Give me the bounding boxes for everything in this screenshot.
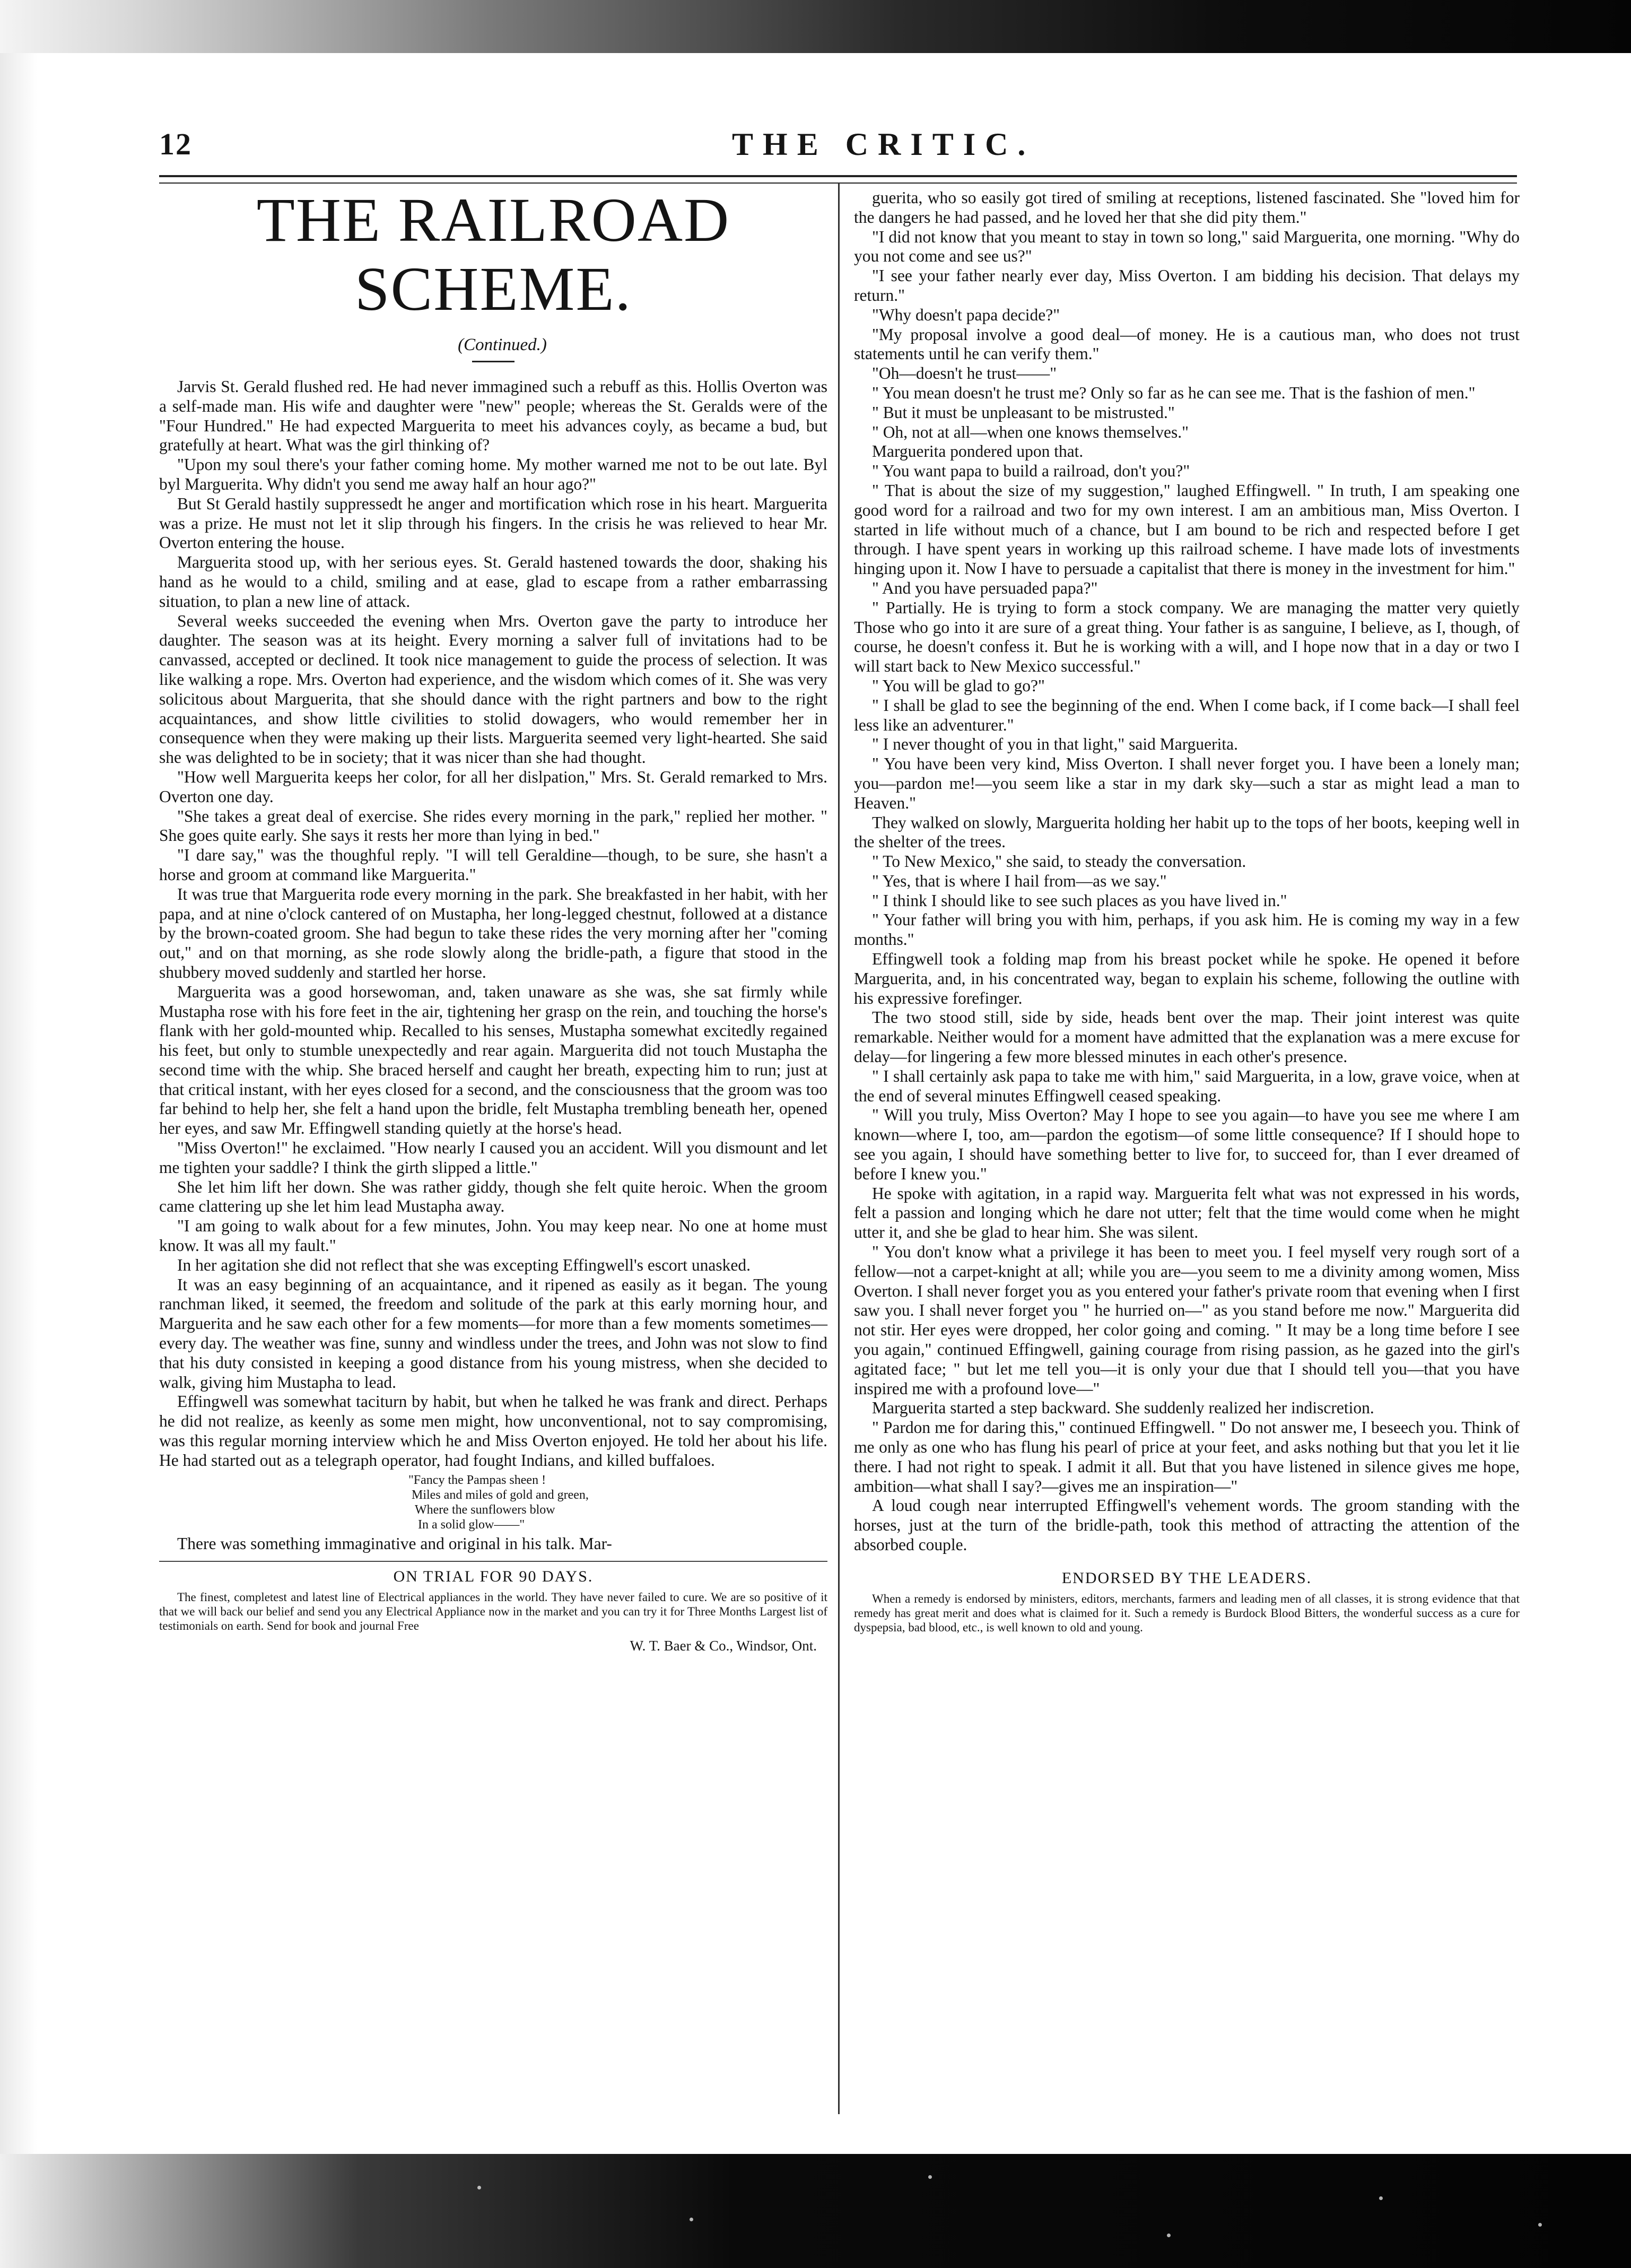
poem-line: Where the sunflowers blow [415, 1502, 555, 1517]
article-paragraph: "Miss Overton!" he exclaimed. "How nearly I caused you an accident. Will you dismount and let me tighten your saddle? I think the girth slipped a little." [159, 1139, 827, 1177]
article-paragraph: "I dare say," was the thoughful reply. "I will tell Geraldine—though, to be sure, she hasn't a horse and groom at command like Marguerita." [159, 846, 827, 884]
article-paragraph: " I shall certainly ask papa to take me with him," said Marguerita, in a low, grave voice, when at the end of several minutes Effingwell ceased speaking. [854, 1066, 1520, 1105]
poem-line: "Fancy the Pampas sheen ! [408, 1473, 546, 1487]
ad-body-trial: The finest, completest and latest line of Electrical appliances in the world. They have never failed to cure. We are so positive of it that we will back our belief and send you any Electrical Appliance now in the market and you can try it for Three Months Largest list of testimonials on earth. Send for book and journal Free [159, 1591, 827, 1633]
article-paragraph: " You mean doesn't he trust me? Only so far as he can see me. That is the fashion of men." [872, 383, 1476, 402]
article-paragraph: He spoke with agitation, in a rapid way. Marguerita felt what was not expressed in his words, felt a passion and longing which he dare not utter; felt that the time would come when he might utter it, and she be glad to hear him. She was silent. [854, 1184, 1520, 1242]
article-paragraph: " I shall be glad to see the beginning of the end. When I come back, if I come back—I shall feel less like an adventurer." [854, 696, 1520, 734]
article-paragraph: Marguerita pondered upon that. [872, 442, 1084, 461]
scan-edge-top [0, 0, 1631, 53]
poem-line: In a solid glow——" [418, 1517, 525, 1532]
article-paragraph: " Your father will bring you with him, perhaps, if you ask him. He is coming my way in a few months." [854, 910, 1520, 949]
article-paragraph: " You want papa to build a railroad, don't you?" [872, 462, 1190, 481]
right-paragraphs [854, 188, 1520, 1555]
article-paragraph: "How well Marguerita keeps her color, for all her dislpation," Mrs. St. Gerald remarked to Mrs. Overton one day. [159, 767, 827, 806]
article-paragraph: They walked on slowly, Marguerita holding her habit up to the tops of her boots, keeping well in the shelter of the trees. [854, 813, 1520, 851]
scan-edge-bottom [0, 2154, 1631, 2268]
ad-rule [159, 1561, 827, 1562]
header-rule [159, 175, 1517, 184]
article-paragraph: guerita, who so easily got tired of smiling at receptions, listened fascinated. She "loved him for the dangers he had passed, and he loved her that she did pity them." [854, 188, 1520, 227]
article-paragraph: "My proposal involve a good deal—of money. He is a cautious man, who does not trust statements until he can verify them." [854, 325, 1520, 363]
article-paragraph: " Oh, not at all—when one knows themselves." [872, 422, 1189, 441]
article-paragraph: Marguerita was a good horsewoman, and, taken unaware as she was, she sat firmly while Mustapha rose with his fore feet in the air, tightening her grasp on the rein, and touching the horse's flank with her gold-mounted whip. Recalled to his senses, Mustapha somewhat excitedly regained his feet, but only to stumble unexpectedly and rear again. Marguerita did not touch Mustapha the second time with the whip. She braced herself and caught her breath, expecting him to run; just at that critical instant, with her eyes closed for a second, and the consciousness that the groom was too far behind to help her, she felt a hand upon the bridle, felt Mustapha trembling beneath her, opened her eyes, and saw Mr. Effingwell standing quietly at the horse's head. [159, 982, 827, 1138]
article-paragraph: Several weeks succeeded the evening when Mrs. Overton gave the party to introduce her daughter. The season was at its height. Every morning a salver full of invitations had to be canvassed, accepted or declined. It took nice management to guide the process of selection. It was like walking a rope. Mrs. Overton had experience, and the wisdom which comes of it. She was very solicitous about Marguerita, that she should dance with the right partners and bow to the right acquaintances, and show little civilities to stolid dowagers, who would remember her in consequence when they were making up their lists. Marguerita seemed very light-hearted. She said she was delighted to be in society; that it was nicer than she had thought. [159, 611, 827, 767]
article-paragraph: " But it must be unpleasant to be mistrusted." [872, 403, 1175, 422]
article-paragraph: "Oh—doesn't he trust——" [872, 364, 1057, 383]
article-paragraph: Effingwell took a folding map from his breast pocket while he spoke. He opened it before Marguerita, and, in his concentrated way, began to explain his scheme, following the outline with his expressive forefinger. [854, 950, 1520, 1007]
article-paragraph: "I see your father nearly ever day, Miss Overton. I am bidding his decision. That delays my return." [854, 266, 1520, 305]
ad-signature: W. T. Baer & Co., Windsor, Ont. [630, 1638, 817, 1654]
article-paragraph: Marguerita started a step backward. She suddenly realized her indiscretion. [872, 1398, 1374, 1418]
left-paragraphs [159, 377, 827, 1471]
page-number: 12 [159, 127, 192, 161]
article-paragraph: " I think I should like to see such places as you have lived in." [872, 891, 1287, 910]
article-paragraph: Effingwell was somewhat taciturn by habit, but when he talked he was frank and direct. Perhaps he did not realize, as keenly as some men might, how unconventional, not to say compromising, was this regular morning interview which he and Miss Overton enjoyed. He told her about his life. He had started out as a telegraph operator, had fought Indians, and killed buffaloes. [159, 1392, 827, 1470]
page-header [159, 126, 1517, 163]
article-paragraph: It was true that Marguerita rode every morning in the park. She breakfasted in her habit, with her papa, and at nine o'clock cantered of on Mustapha, her long-legged chestnut, followed at a distance by the brown-coated groom. She had begun to take these rides the very morning after her "coming out," and on that morning, as she rode slowly along the bridle-path, a figure that stood in the shubbery moved suddenly and startled her horse. [159, 884, 827, 981]
article-paragraph: In her agitation she did not reflect that she was excepting Effingwell's escort unasked. [177, 1255, 751, 1274]
left-column [159, 186, 827, 1656]
article-paragraph: " That is about the size of my suggestion," laughed Effingwell. " In truth, I am speaking one good word for a railroad and two for my own interest. I am an ambitious man, Miss Overton. I started in life without much of a chance, but I am bound to be rich and respected before I get through. I have spent years in working up this railroad scheme. I have made lots of investments hinging upon it. Now I have to persuade a capitalist that there is money in the investment for him." [854, 481, 1520, 578]
article-paragraph: But St Gerald hastily suppressedt he anger and mortification which rose in his heart. Marguerita was a prize. He must not let it slip through his fingers. In the crisis he was relieved to hear Mr. Overton entering the house. [159, 494, 827, 552]
article-paragraph: "I am going to walk about for a few minutes, John. You may keep near. No one at home must know. It was all my fault." [159, 1216, 827, 1255]
article-paragraph: "I did not know that you meant to stay in town so long," said Marguerita, one morning. "Why do you not come and see us?" [854, 227, 1520, 266]
article-paragraph: " I never thought of you in that light," said Marguerita. [872, 735, 1238, 754]
article-paragraph: " Pardon me for daring this," continued Effingwell. " Do not answer me, I beseech you. Think of me only as one who has flung his pearl of price at your feet, and asks nothing but that you let it lie there. I had not right to speak. I admit it all. But that you have listened in silence gives me hope, ambition—what shall I say?—gives me an inspiration—" [854, 1418, 1520, 1496]
article-title: THE RAILROAD SCHEME. [256, 185, 730, 324]
ad-body-endorsed: When a remedy is endorsed by ministers, editors, merchants, farmers and leading men of all classes, it is strong evidence that that remedy has great merit and does what is claimed for it. Such a remedy is Burdock Blood Bitters, the wonderful success as a cure for dyspepsia, bad blood, etc., is well known to old and young. [854, 1592, 1520, 1634]
article-paragraph: " Partially. He is trying to form a stock company. We are managing the matter very quietly Those who go into it are sure of a great thing. Your father is as sanguine, I believe, as I, though, of course, he doesn't confess it. But he is working with a will, and I hope now that in a day or two I will start back to New Mexico successful." [854, 598, 1520, 676]
article-paragraph: Jarvis St. Gerald flushed red. He had never immagined such a rebuff as this. Hollis Overton was a self-made man. His wife and daughter were "new" people; whereas the St. Geralds were of the "Four Hundred." He had expected Marguerita to meet his advances coyly, as became a bud, but gratefully at heart. What was the girl thinking of? [159, 377, 827, 455]
article-paragraph: Marguerita stood up, with her serious eyes. St. Gerald hastened towards the door, shaking his hand as he would to a child, smiling and at ease, glad to escape from a rather embarrassing situation, to plan a new line of attack. [159, 553, 827, 611]
poem-line: Miles and miles of gold and green, [412, 1488, 589, 1502]
article-paragraph: " You don't know what a privilege it has been to meet you. I feel myself very rough sort of a fellow—not a carpet-knight at all; while you are—you seem to me a divinity among women, Miss Overton. I shall never forget you as you entered your father's private room that evening when I first saw you. I shall never forget you " he hurried on—" as you stand before me now." Marguerita did not stir. Her eyes were dropped, her color going and coming. " It may be a long time before I see you again," continued Effingwell, gaining courage from rising passion, as he gazed into the girl's agitated face; " but let me tell you—it is only your due that I should tell you—that you have inspired me with a profound love—" [854, 1242, 1520, 1398]
article-paragraph: "She takes a great deal of exercise. She rides every morning in the park," replied her mother. " She goes quite early. She says it rests her more than lying in bed." [159, 806, 827, 845]
continued-label: (Continued.) [458, 335, 547, 354]
ad-title-trial: ON TRIAL FOR 90 DAYS. [393, 1568, 594, 1586]
scan-edge-left [0, 53, 37, 2154]
column-divider [838, 183, 840, 2114]
article-paragraph: It was an easy beginning of an acquaintance, and it ripened as easily as it began. The young ranchman liked, it seemed, the freedom and solitude of the park at this early morning hour, and Marguerita and he saw each other for a few moments—for more than a few moments sometimes—every day. The weather was fine, sunny and windless under the trees, and John was not slow to find that his duty consisted in keeping a good distance from his young mistress, when she decided to walk, giving him Mustapha to lead. [159, 1275, 827, 1392]
article-paragraph: " And you have persuaded papa?" [872, 578, 1098, 597]
right-column [854, 188, 1520, 1635]
article-paragraph: The two stood still, side by side, heads bent over the map. Their joint interest was quite remarkable. Neither would for a moment have admitted that the explanation was a mere excuse for delay—for lingering a few more blessed minutes in each other's presence. [854, 1008, 1520, 1066]
article-paragraph: "Why doesn't papa decide?" [872, 305, 1060, 324]
left-final-paragraph: There was something immaginative and original in his talk. Mar- [177, 1534, 612, 1553]
article-paragraph: She let him lift her down. She was rather giddy, though she felt quite heroic. When the groom came clattering up she let him lead Mustapha away. [159, 1177, 827, 1216]
title-rule [472, 361, 514, 362]
publication-title: THE CRITIC. [732, 127, 1035, 162]
article-paragraph: " You have been very kind, Miss Overton. I shall never forget you. I have been a lonely man; you—pardon me!—you seem like a star in my dark sky—such a star as might lead a man to Heaven." [854, 754, 1520, 812]
article-paragraph: "Upon my soul there's your father coming home. My mother warned me not to be out late. Byl byl Marguerita. Why didn't you send me away half an hour ago?" [159, 455, 827, 493]
article-paragraph: " Yes, that is where I hail from—as we say." [872, 871, 1167, 890]
article-paragraph: " You will be glad to go?" [872, 676, 1045, 695]
poem-quote [408, 1473, 827, 1532]
article-paragraph: " Will you truly, Miss Overton? May I hope to see you again—to have you see me where I am known—where I, too, am—pardon the egotism—of some little consequence? If I should hope to see you again, I should have something better to live for, to succeed for, than I ever dreamed of before I knew you." [854, 1106, 1520, 1183]
article-paragraph: A loud cough near interrupted Effingwell's vehement words. The groom standing with the horses, just at the turn of the bridle-path, took this method of attracting the attention of the absorbed couple. [854, 1496, 1520, 1554]
ad-title-endorsed: ENDORSED BY THE LEADERS. [1061, 1569, 1312, 1587]
article-paragraph: " To New Mexico," she said, to steady the conversation. [872, 852, 1246, 871]
